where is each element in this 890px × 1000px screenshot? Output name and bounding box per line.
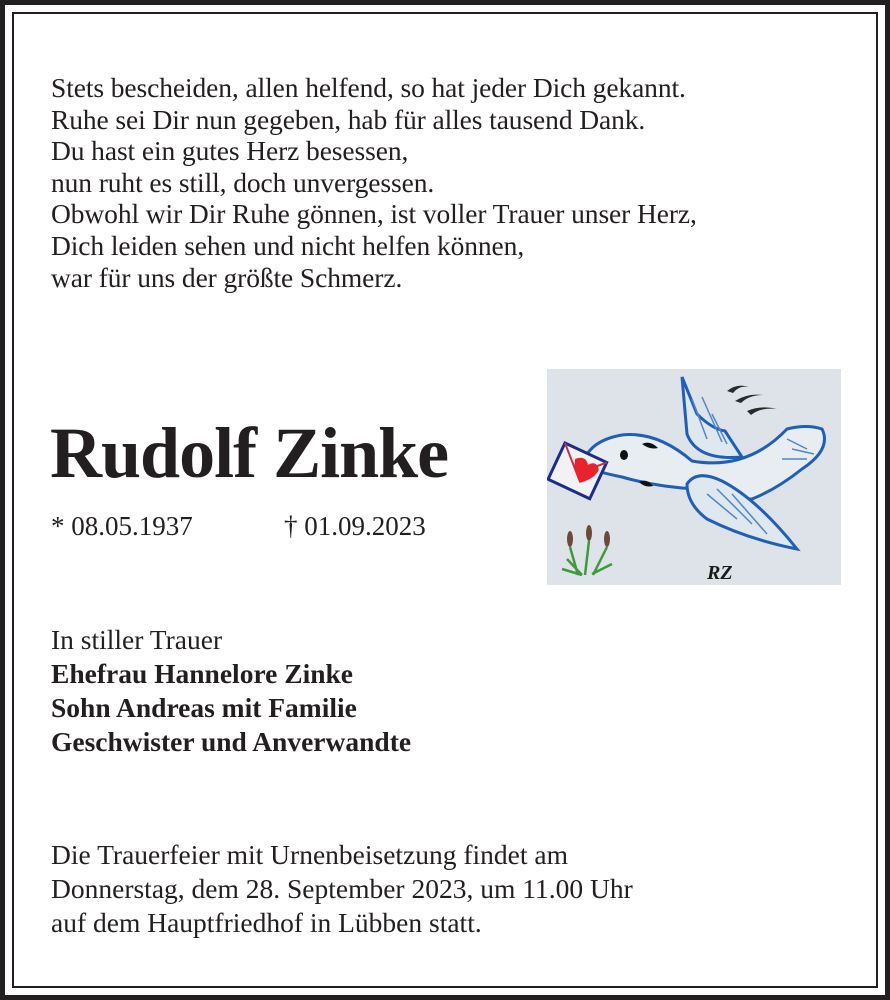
mourner-name: Geschwister und Anverwandte — [51, 726, 412, 757]
birth-date: * 08.05.1937 — [51, 511, 193, 541]
poem-line: Stets bescheiden, allen helfend, so hat jeder Dich gekannt. — [51, 72, 686, 103]
poem-line: nun ruht es still, doch unvergessen. — [51, 166, 435, 198]
dove-painting — [547, 369, 841, 585]
mourners — [51, 623, 411, 759]
poem-line: Dich leiden sehen und nicht helfen können, — [51, 229, 525, 261]
mourner-name: Sohn Andreas mit Familie — [51, 692, 357, 723]
deceased-name: Rudolf Zinke — [50, 413, 449, 493]
poem-line: Obwohl wir Dir Ruhe gönnen, ist voller Trauer unser Herz, — [51, 198, 697, 230]
funeral-notice — [51, 838, 633, 940]
poem-line: Du hast ein gutes Herz besessen, — [51, 135, 409, 167]
mourners-intro: In stiller Trauer — [51, 624, 223, 655]
death-date: † 01.09.2023 — [284, 511, 426, 541]
funeral-line: auf dem Hauptfriedhof in Lübben statt. — [51, 907, 482, 938]
dove-painting-icon — [547, 369, 841, 585]
funeral-line: Donnerstag, dem 28. September 2023, um 11.00 Uhr — [51, 873, 633, 904]
life-dates — [51, 510, 426, 542]
poem — [51, 72, 697, 293]
poem-line: war für uns der größte Schmerz. — [51, 261, 403, 293]
painting-signature: RZ — [707, 562, 733, 584]
poem-line: Ruhe sei Dir nun gegeben, hab für alles tausend Dank. — [51, 103, 646, 135]
mourner-name: Ehefrau Hannelore Zinke — [51, 658, 354, 689]
funeral-line: Die Trauerfeier mit Urnenbeisetzung findet am — [51, 839, 568, 870]
